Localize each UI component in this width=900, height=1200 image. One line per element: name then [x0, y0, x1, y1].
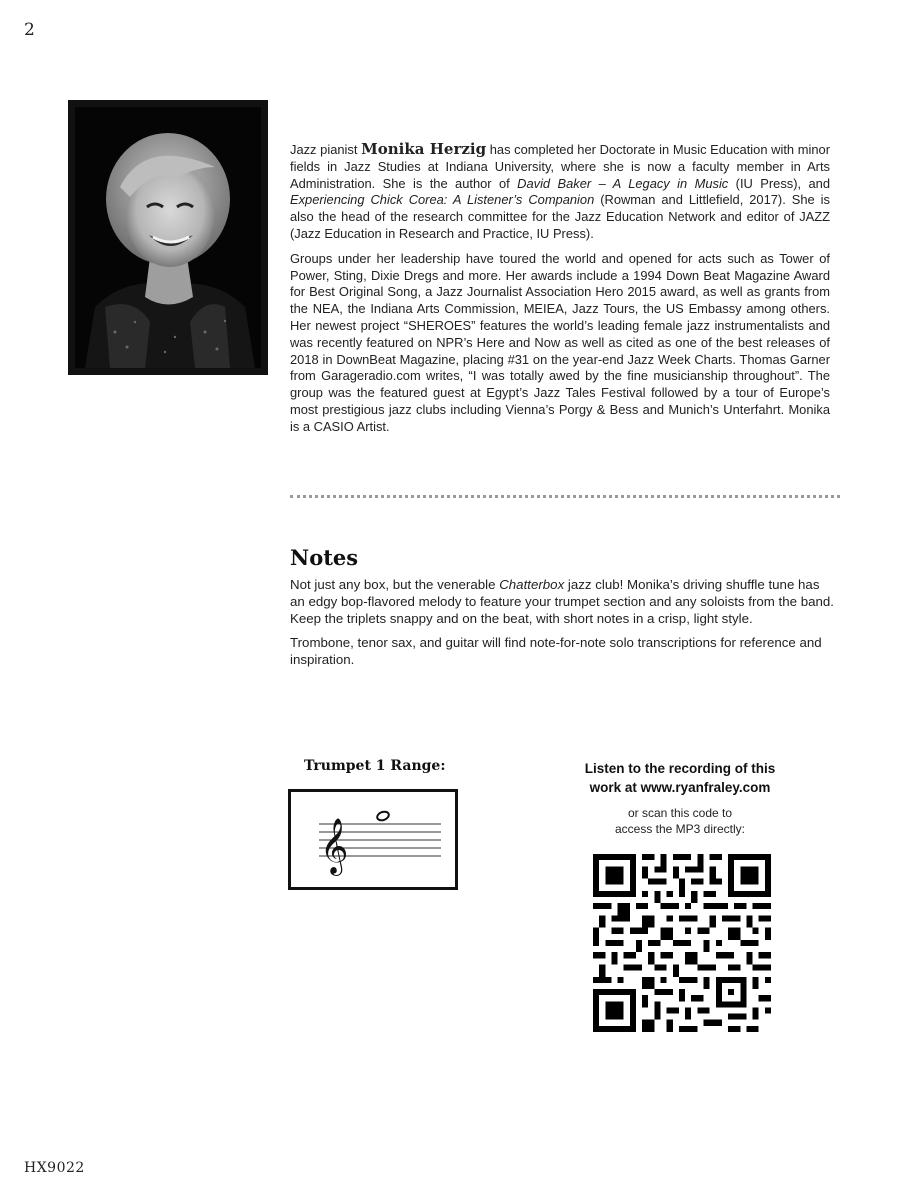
notes-paragraph-1: Not just any box, but the venerable Chatterbox jazz club! Monika’s driving shuffle tune has an edgy bop-flavored melody to feature your trumpet section and any soloists from the band. Keep the triplets snappy and on the beat, with short notes in a crisp, light style. — [290, 577, 835, 626]
bio-paragraph-2: Groups under her leadership have toured the world and opened for acts such as Tower of Power, Sting, Dixie Dregs and more. Her awards include a 1994 Down Beat Magazine Award for Best Original Song, a Jazz Journalist Association Hero 2015 award, as well as grants from the NEA, the Indiana Arts Commission, MEIEA, Jazz Tours, the US Embassy among others. Her newest project “SHEROES” features the world’s leading female jazz instrumentalists and was recently featured on NPR’s Here and Now as well as cited as one of the best releases of 2018 in DownBeat Magazine, placing #31 on the year-end Jazz Week Charts. Thomas Garner from Garageradio.com writes, “I was totally awed by the fine musicianship throughout”. The group was the featured guest at Egypt’s Jazz Tales Festival followed by a tour of Europe’s most prestigious jazz clubs including Vienna’s Porgy & Bess and Munich’s Unterfahrt. Monika is a CASIO Artist. — [290, 250, 830, 434]
biography — [290, 141, 830, 444]
section-divider — [290, 495, 840, 498]
book-title: Experiencing Chick Corea: A Listener’s Companion — [290, 192, 595, 208]
qr-code-icon — [593, 854, 771, 1032]
bio-paragraph-1: Jazz pianist Monika Herzig has completed her Doctorate in Music Education with minor fields in Jazz Studies at Indiana University, where she is now a faculty member in Arts Administration. She is the author of David Baker – A Legacy in Music (IU Press), and Experiencing Chick Corea: A Listener’s Companion (Rowman and Littlefield, 2017). She is also the head of the research committee for the Jazz Education Network and editor of JAZZ (Jazz Education in Research and Practice, IU Press). — [290, 140, 830, 241]
recording-link[interactable]: work at www.ryanfraley.com — [589, 780, 771, 795]
portrait-image — [75, 107, 261, 368]
venue-name: Chatterbox — [499, 577, 565, 592]
catalog-number: HX9022 — [24, 1160, 85, 1176]
treble-staff-icon — [291, 792, 455, 887]
recording-info: Listen to the recording of this work at www.ryanfraley.com — [560, 759, 800, 797]
qr-code[interactable] — [593, 854, 771, 1032]
notes-paragraph-2: Trombone, tenor sax, and guitar will find note-for-note solo transcriptions for reference and inspiration. — [290, 635, 822, 668]
notes-heading: Notes — [290, 545, 359, 570]
page-number: 2 — [24, 20, 35, 40]
notes-body — [290, 577, 835, 677]
artist-name: Monika Herzig — [361, 140, 487, 158]
range-heading: Trumpet 1 Range: — [304, 758, 446, 774]
author-photo — [68, 100, 268, 375]
svg-text:𝄞: 𝄞 — [320, 818, 349, 874]
book-title: David Baker – A Legacy in Music — [517, 175, 729, 191]
scan-instructions: or scan this code to access the MP3 directly: — [614, 806, 746, 836]
range-staff — [288, 789, 458, 890]
